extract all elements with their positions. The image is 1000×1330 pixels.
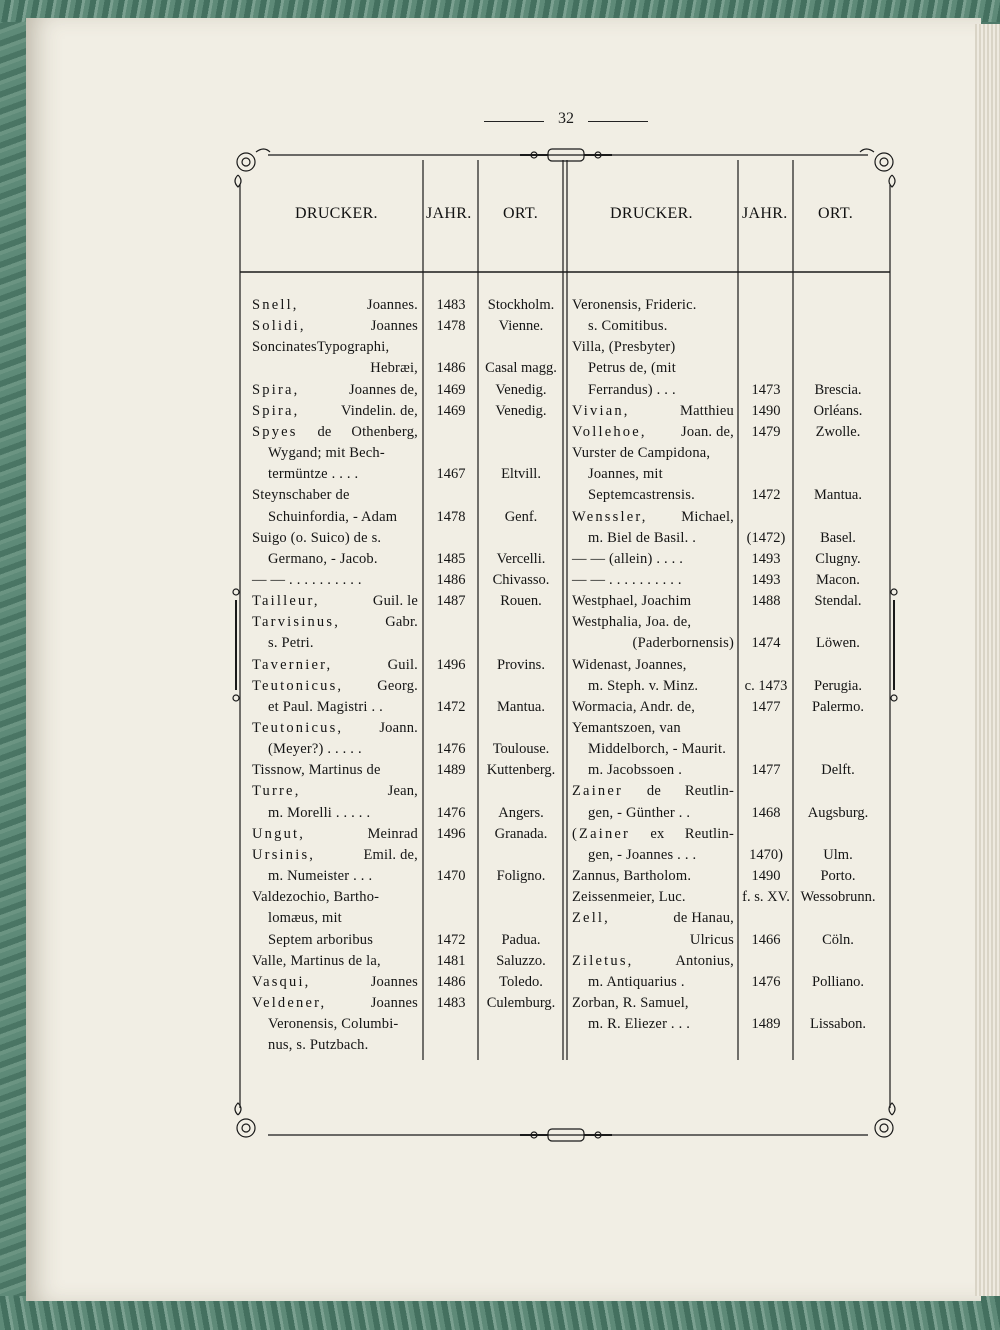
printer-name-part: — — . . . . . . . . . . <box>252 572 362 588</box>
printer-name-part: de <box>646 783 661 799</box>
printer-name-part: m. Steph. v. Minz. <box>588 678 699 694</box>
printer-name <box>268 908 418 929</box>
printer-name-part: Zainer <box>572 783 624 799</box>
printer-name <box>268 803 418 824</box>
side-ornament-left <box>233 589 239 701</box>
print-year: 1483 <box>436 995 466 1011</box>
print-year: 1486 <box>436 360 466 376</box>
corner-ornament-bl <box>235 1103 255 1137</box>
printer-name <box>588 1014 734 1035</box>
print-place: Polliano. <box>812 974 864 990</box>
printer-name-part: Tailleur, <box>252 593 320 609</box>
printer-name <box>252 887 418 908</box>
printer-name <box>268 443 418 464</box>
print-year: 1489 <box>436 762 466 778</box>
corner-ornament-tl <box>235 149 270 187</box>
corner-ornament-br <box>875 1103 895 1137</box>
print-year: 1490 <box>751 868 781 884</box>
printer-name-part: Villa, (Presbyter) <box>572 339 676 355</box>
print-year: (1472) <box>746 530 786 546</box>
printer-name <box>268 633 418 654</box>
print-place: Rouen. <box>500 593 542 609</box>
print-place: Mantua. <box>497 699 545 715</box>
print-place: Culemburg. <box>486 995 556 1011</box>
printer-name-part: Vindelin. de, <box>340 403 418 419</box>
print-year: 1472 <box>436 932 466 948</box>
print-year: 1485 <box>436 551 466 567</box>
printer-name <box>572 655 734 676</box>
printer-name <box>252 972 418 993</box>
print-year: 1477 <box>751 699 781 715</box>
print-place: Padua. <box>501 932 541 948</box>
printer-name-part: Zorban, R. Samuel, <box>572 995 689 1011</box>
printer-name-part: m. Biel de Basil. . <box>588 530 697 546</box>
printer-name-part: de <box>317 424 332 440</box>
printer-name <box>572 401 734 422</box>
printer-name-part: Turre, <box>252 783 301 799</box>
printer-name-part: Ungut, <box>252 826 306 842</box>
printer-name-part: Zell, <box>572 910 610 926</box>
printer-name-part: Yemantszoen, van <box>572 720 681 736</box>
print-place: Mantua. <box>814 487 862 503</box>
printer-name-part: m. Antiquarius . <box>588 974 685 990</box>
printer-name <box>252 295 418 316</box>
print-year: 1488 <box>751 593 781 609</box>
printer-name-part: Joannes de, <box>348 382 418 398</box>
printer-name-part: — — . . . . . . . . . . <box>572 572 682 588</box>
printer-name-part: Othenberg, <box>351 424 418 440</box>
printer-name <box>572 824 734 845</box>
printer-name-part: Gabr. <box>385 614 418 630</box>
printer-name-part: Ursinis, <box>252 847 316 863</box>
printer-name-part: gen, - Joannes . . . <box>588 847 697 863</box>
print-place: Chivasso. <box>492 572 550 588</box>
side-ornament-right <box>891 589 897 701</box>
printer-name <box>588 930 734 951</box>
printer-name-part: Joannes <box>370 974 418 990</box>
printer-name-part: (Zainer <box>572 826 631 842</box>
printer-name-part: Solidi, <box>252 318 306 334</box>
print-place: Kuttenberg. <box>486 762 556 778</box>
print-year: 1469 <box>436 403 466 419</box>
printer-name <box>588 676 734 697</box>
printer-name <box>572 570 734 591</box>
printer-name-part: Zeissenmeier, Luc. <box>572 889 686 905</box>
printer-name-part: m. R. Eliezer . . . <box>588 1016 691 1032</box>
print-year: 1490 <box>751 403 781 419</box>
print-place: Orléans. <box>813 403 863 419</box>
print-place: Ulm. <box>823 847 853 863</box>
printer-name-part: Georg. <box>377 678 418 694</box>
print-year: 1474 <box>751 635 781 651</box>
printer-name-part: ex <box>650 826 665 842</box>
printer-name <box>588 528 734 549</box>
printer-name-part: Guil. le <box>372 593 418 609</box>
printer-name <box>588 316 734 337</box>
printer-name <box>588 760 734 781</box>
printer-name-part: m. Numeister . . . <box>268 868 373 884</box>
print-place: Eltvill. <box>501 466 541 482</box>
printer-name-part: Septem arboribus <box>268 932 374 948</box>
printer-name-part: de Hanau, <box>673 910 734 926</box>
print-year: 1469 <box>436 382 466 398</box>
printer-name <box>572 697 734 718</box>
printer-name <box>252 591 418 612</box>
page-number: 32 <box>558 110 574 127</box>
printer-name-part: m. Morelli . . . . . <box>268 805 371 821</box>
printer-name <box>268 1014 418 1035</box>
printer-name <box>572 337 734 358</box>
printer-name <box>572 908 734 929</box>
printer-name-part: SoncinatesTypographi, <box>252 339 390 355</box>
printer-name-part: m. Jacobssoen . <box>588 762 683 778</box>
print-year: 1493 <box>751 572 781 588</box>
header-ort-left: ORT. <box>503 205 539 222</box>
print-year: f. s. XV. <box>742 889 790 905</box>
print-place: Genf. <box>504 509 538 525</box>
printer-name <box>252 676 418 697</box>
printer-name <box>588 464 734 485</box>
print-place: Clugny. <box>815 551 861 567</box>
print-year: 1472 <box>751 487 781 503</box>
print-year: 1486 <box>436 974 466 990</box>
printer-name-part: gen, - Günther . . <box>588 805 691 821</box>
printer-name <box>572 781 734 802</box>
printer-name-part: Ferrandus) . . . <box>588 382 676 398</box>
printer-name <box>588 972 734 993</box>
printer-name <box>268 866 418 887</box>
printer-name-part: Meinrad <box>367 826 418 842</box>
print-year: 1493 <box>751 551 781 567</box>
printer-name-part: Septemcastrensis. <box>588 487 695 503</box>
print-place: Saluzzo. <box>496 953 546 969</box>
printer-name <box>252 781 418 802</box>
print-place: Venedig. <box>495 403 547 419</box>
printer-name <box>268 507 418 528</box>
printer-name-part: Spira, <box>252 382 300 398</box>
printer-name <box>588 803 734 824</box>
printer-name <box>252 718 418 739</box>
printer-name-part: Westphalia, Joa. de, <box>572 614 692 630</box>
header-drucker-right: DRUCKER. <box>610 205 693 222</box>
print-place: Stockholm. <box>487 297 555 313</box>
printer-name <box>588 358 734 379</box>
printer-name <box>252 655 418 676</box>
print-year: 1478 <box>436 509 466 525</box>
printer-name-part: nus, s. Putzbach. <box>268 1037 369 1053</box>
print-year: 1477 <box>751 762 781 778</box>
print-place: Perugia. <box>814 678 862 694</box>
print-place: Toledo. <box>499 974 543 990</box>
printer-name <box>588 739 734 760</box>
print-place: Venedig. <box>495 382 547 398</box>
print-year: 1466 <box>751 932 781 948</box>
printer-name-part: s. Comitibus. <box>588 318 668 334</box>
header-jahr-left: JAHR. <box>426 205 472 222</box>
printer-name-part: Reutlin- <box>684 826 734 842</box>
printer-name-part: Wenssler, <box>572 509 648 525</box>
printer-name-part: Widenast, Joannes, <box>572 657 687 673</box>
print-year: 1473 <box>751 382 781 398</box>
print-place: Delft. <box>821 762 855 778</box>
printer-name-part: Hebræi, <box>370 360 418 376</box>
print-year: 1468 <box>751 805 781 821</box>
printer-name-part: s. Petri. <box>268 635 314 651</box>
printer-name-part: Spira, <box>252 403 300 419</box>
printer-name-part: Tavernier, <box>252 657 333 673</box>
print-place: Granada. <box>494 826 548 842</box>
print-year: 1496 <box>436 826 466 842</box>
printer-name-part: Michael, <box>681 509 734 525</box>
print-place: Wessobrunn. <box>800 889 876 905</box>
printer-name-part: Petrus de, (mit <box>588 360 676 376</box>
printer-name <box>588 485 734 506</box>
printer-name <box>572 443 734 464</box>
printer-name-part: Snell, <box>252 297 299 313</box>
print-year: 1486 <box>436 572 466 588</box>
printer-name-part: Emil. de, <box>363 847 418 863</box>
printer-name-part: Tissnow, Martinus de <box>252 762 381 778</box>
print-year: 1481 <box>436 953 466 969</box>
printer-name <box>572 887 734 908</box>
printer-name-part: (Meyer?) . . . . . <box>268 741 362 757</box>
printer-name-part: et Paul. Magistri . . <box>268 699 383 715</box>
printer-name <box>572 718 734 739</box>
printer-name <box>572 993 734 1014</box>
printer-name <box>588 845 734 866</box>
print-place: Palermo. <box>812 699 864 715</box>
printer-name-part: Teutonicus, <box>252 720 344 736</box>
printer-name-part: Joannes, mit <box>588 466 663 482</box>
print-place: Toulouse. <box>492 741 550 757</box>
printer-name <box>268 930 418 951</box>
printer-name-part: Joannes <box>370 995 418 1011</box>
printer-name-part: Valdezochio, Bartho- <box>252 889 380 905</box>
printer-name <box>572 866 734 887</box>
printer-name <box>252 337 418 358</box>
print-place: Porto. <box>820 868 856 884</box>
printer-name <box>572 549 734 570</box>
printer-name <box>252 612 418 633</box>
printer-name <box>572 612 734 633</box>
printer-name-part: Joannes <box>370 318 418 334</box>
printer-name-part: Westphael, Joachim <box>572 593 692 609</box>
printer-name <box>268 1035 418 1056</box>
print-year: 1476 <box>751 974 781 990</box>
print-place: Augsburg. <box>807 805 869 821</box>
printer-name <box>252 528 418 549</box>
printer-name-part: Veronensis, Columbi- <box>268 1016 399 1032</box>
printer-name-part: Jean, <box>387 783 418 799</box>
printer-name-part: (Paderbornensis) <box>632 635 734 651</box>
printer-name-part: Joannes. <box>366 297 418 313</box>
printer-name <box>252 380 418 401</box>
print-year: 1470) <box>749 847 783 863</box>
printer-name <box>252 401 418 422</box>
print-place: Zwolle. <box>815 424 861 440</box>
print-year: 1467 <box>436 466 466 482</box>
print-year: 1487 <box>436 593 466 609</box>
header-jahr-right: JAHR. <box>742 205 788 222</box>
printer-name-part: Ziletus, <box>572 953 634 969</box>
print-year: 1496 <box>436 657 466 673</box>
printer-name-part: Zannus, Bartholom. <box>572 868 692 884</box>
print-place: Provins. <box>497 657 545 673</box>
print-year: 1479 <box>751 424 781 440</box>
printer-name-part: Veldener, <box>252 995 327 1011</box>
printer-name-part: Reutlin- <box>684 783 734 799</box>
printer-name <box>252 845 418 866</box>
printer-name <box>572 295 734 316</box>
print-year: c. 1473 <box>744 678 788 694</box>
printer-name-part: Vollehoe, <box>572 424 647 440</box>
printer-name <box>268 549 418 570</box>
print-year: 1483 <box>436 297 466 313</box>
printer-name <box>252 485 418 506</box>
print-place: Basel. <box>820 530 856 546</box>
print-place: Macon. <box>816 572 860 588</box>
print-year: 1489 <box>751 1016 781 1032</box>
print-place: Vienne. <box>498 318 544 334</box>
printer-name <box>588 633 734 654</box>
printer-name-part: termüntze . . . . <box>268 466 359 482</box>
print-place: Vercelli. <box>496 551 546 567</box>
printer-name <box>252 993 418 1014</box>
printer-name <box>268 358 418 379</box>
printer-name-part: Wygand; mit Bech- <box>268 445 385 461</box>
printer-name <box>572 951 734 972</box>
printer-name <box>572 591 734 612</box>
printer-name-part: Spyes <box>252 424 298 440</box>
print-place: Foligno. <box>496 868 546 884</box>
printer-name-part: Guil. <box>387 657 418 673</box>
printer-name <box>252 316 418 337</box>
printer-name-part: Germano, - Jacob. <box>268 551 378 567</box>
printer-name-part: Steynschaber de <box>252 487 350 503</box>
print-place: Brescia. <box>814 382 862 398</box>
print-year: 1470 <box>436 868 466 884</box>
printer-name-part: Schuinfordia, - Adam <box>268 509 398 525</box>
printer-name <box>252 422 418 443</box>
printer-name-part: Vasqui, <box>252 974 311 990</box>
printer-name <box>252 570 418 591</box>
printer-name <box>268 464 418 485</box>
printer-name-part: Veronensis, Frideric. <box>572 297 697 313</box>
printer-name-part: Vurster de Campidona, <box>572 445 711 461</box>
printer-name-part: Suigo (o. Suico) de s. <box>252 530 382 546</box>
printer-name-part: Wormacia, Andr. de, <box>572 699 696 715</box>
print-year: 1476 <box>436 805 466 821</box>
printer-name <box>268 697 418 718</box>
printer-name-part: Valle, Martinus de la, <box>252 953 381 969</box>
print-year: 1476 <box>436 741 466 757</box>
print-place: Casal magg. <box>485 360 557 376</box>
printer-name-part: Middelborch, - Maurit. <box>588 741 727 757</box>
printer-name <box>252 951 418 972</box>
print-place: Cöln. <box>822 932 854 948</box>
printer-name <box>572 422 734 443</box>
printer-name <box>588 380 734 401</box>
header-ort-right: ORT. <box>818 205 854 222</box>
printer-name-part: Vivian, <box>572 403 630 419</box>
printer-name <box>572 507 734 528</box>
printer-name <box>252 824 418 845</box>
printer-name-part: Joan. de, <box>681 424 734 440</box>
printer-name-part: Tarvisinus, <box>252 614 341 630</box>
print-place: Lissabon. <box>810 1016 866 1032</box>
print-year: 1478 <box>436 318 466 334</box>
print-place: Löwen. <box>816 635 860 651</box>
printer-name-part: Matthieu <box>680 403 734 419</box>
header-drucker-left: DRUCKER. <box>295 205 378 222</box>
printer-name <box>268 739 418 760</box>
print-place: Angers. <box>498 805 544 821</box>
printer-name-part: — — (allein) . . . . <box>572 551 684 567</box>
printer-name-part: Ulricus <box>689 932 734 948</box>
print-year: 1472 <box>436 699 466 715</box>
printer-name-part: lomæus, mit <box>268 910 342 926</box>
printer-name-part: Teutonicus, <box>252 678 344 694</box>
print-place: Stendal. <box>814 593 862 609</box>
printer-name <box>252 760 418 781</box>
printer-name-part: Antonius, <box>675 953 734 969</box>
printer-name-part: Joann. <box>379 720 418 736</box>
